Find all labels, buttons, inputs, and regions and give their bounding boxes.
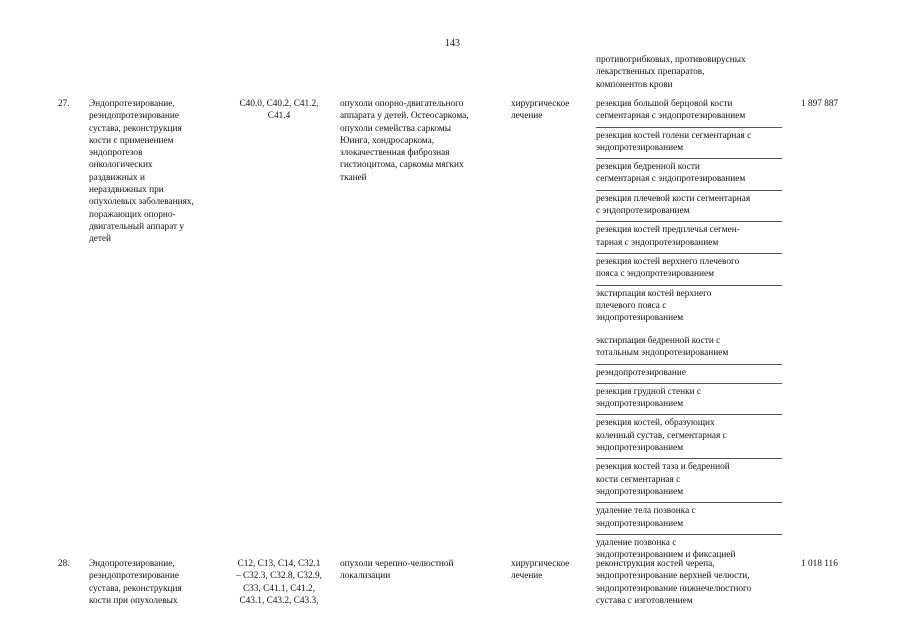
procedure-item: реэндопротезирование bbox=[596, 364, 782, 379]
row-27-number: 27. bbox=[58, 99, 70, 109]
row-27-procedure-list bbox=[596, 98, 782, 324]
row-28-treatment: хирургическое лечение bbox=[511, 559, 570, 582]
row-28-name: Эндопротезирование, реэндопротезирование сустава, реконструкция кости при опухолевых bbox=[89, 559, 182, 606]
row-28-procedure: реконструкция костей черепа, эндопротезирование верхней челюсти, эндопротезирование нижнечелюстного сустава с изготовлением bbox=[596, 559, 752, 606]
row-28-model: опухоли черепно-челюстной локализации bbox=[340, 559, 454, 582]
page-number: 143 bbox=[445, 38, 460, 49]
procedure-item: резекция костей, образующих коленный сустав, сегментарная с эндопротезированием bbox=[596, 414, 782, 454]
row-27-codes: C40.0, C40.2, C41.2, C41.4 bbox=[239, 99, 319, 122]
procedure-item: резекция костей верхнего плечевого пояса с эндопротезированием bbox=[596, 253, 782, 281]
procedure-item: резекция плечевой кости сегментарная с эндопротезированием bbox=[596, 190, 782, 218]
row-28-cost: 1 018 116 bbox=[801, 559, 838, 569]
row-27-treatment: хирургическое лечение bbox=[511, 99, 570, 122]
row-27-cost: 1 897 887 bbox=[801, 99, 839, 109]
procedure-item: удаление тела позвонка с эндопротезированием bbox=[596, 502, 782, 530]
procedure-item: резекция костей предплечья сегмен- тарная с эндопротезированием bbox=[596, 221, 782, 249]
row-27-name: Эндопротезирование, реэндопротезирование сустава, реконструкция кости с применением эндопротезов онкологических раздвижных и нераздвижных при опухолевых заболеваниях, поражающих опорно- двигательный аппарат у детей bbox=[89, 99, 194, 245]
row-28-number: 28. bbox=[58, 559, 70, 569]
row-28-codes: C12, C13, C14, C32.1 – C32.3, C32.8, C32.9, C33, C41.1, C41.2, C43.1, C43.2, C43.3, bbox=[235, 559, 322, 606]
procedure-item: резекция костей таза и бедренной кости сегментарная с эндопротезированием bbox=[596, 458, 782, 498]
procedure-item: экстирпация костей верхнего плечевого пояса с эндопротезированием bbox=[596, 285, 782, 325]
procedure-item: резекция костей голени сегментарная с эндопротезированием bbox=[596, 127, 782, 155]
procedure-item: резекция грудной стенки с эндопротезированием bbox=[596, 383, 782, 411]
row-27-model: опухоли опорно-двигательного аппарата у детей. Остеосаркома, опухоли семейства саркомы Юинга, хондросаркома, злокачественная фиброзная гистиоцитома, саркомы мягких тканей bbox=[340, 99, 469, 183]
procedure-item: резекция большой берцовой кости сегментарная с эндопротезированием bbox=[596, 99, 746, 122]
procedure-item: экстирпация бедренной кости с тотальным эндопротезированием bbox=[596, 336, 729, 359]
procedure-item: удаление позвонка с эндопротезированием и фиксацией bbox=[596, 534, 782, 562]
row-27-procedure-list-continued bbox=[596, 335, 782, 561]
top-continuation-text: противогрибковых, противовирусных лекарственных препаратов, компонентов крови bbox=[596, 55, 746, 90]
procedure-item: резекция бедренной кости сегментарная с эндопротезированием bbox=[596, 158, 782, 186]
